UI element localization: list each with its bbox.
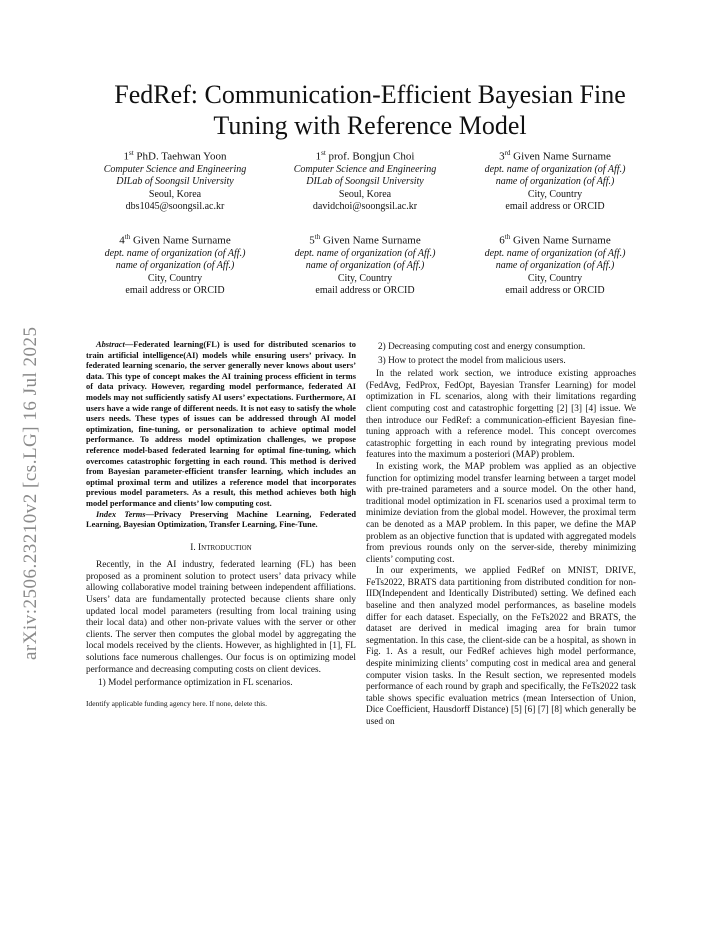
author-block: 6th Given Name Surname dept. name of organization (of Aff.) name of organization (of Aff.) City, Country email address or ORCID (484, 233, 626, 297)
author-block: 5th Given Name Surname dept. name of organization (of Aff.) name of organization (of Aff.) City, Country email address or ORCID (294, 233, 436, 297)
right-column (366, 340, 636, 729)
list-item: 2) Decreasing computing cost and energy consumption. (378, 342, 586, 352)
paragraph: In the related work section, we introduce existing approaches (FedAvg, FedProx, FedOpt, Bayesian Transfer Learning) for model optimization in FL scenarios, along with their limitations regarding client computing cost and catastrophic forgetting [2] [3] [4] issue. We then introduce our FedRef: a communication-efficient Bayesian fine-tuning approach with a reference model. This concept overcomes catastrophic forgetting in each round by integrating previous model features into the maximum a posteriori (MAP) problem. (366, 369, 636, 461)
paper-title: FedRef: Communication-Efficient Bayesian Fine Tuning with Reference Model (114, 80, 626, 141)
author-block: 3rd Given Name Surname dept. name of organization (of Aff.) name of organization (of Aff.) City, Country email address or ORCID (484, 149, 626, 213)
paragraph: Recently, in the AI industry, federated learning (FL) has been proposed as a prominent solution to protect users’ data privacy while allowing collaborative model training between independent affiliations. Users’ data are fundamentally protected because clients share only updated local model parameters (resulting from local training using their local data) and other non-private values with the server or other clients. The server then computes the global model by aggregating the local models received by the clients. However, as highlighted in [1], FL solutions face numerous challenges. Our focus is on optimizing model performance and decreasing computing costs on client devices. (86, 560, 356, 675)
arxiv-identifier: arXiv:2506.23210v2 [cs.LG] 16 Jul 2025 (20, 326, 41, 660)
authors-row-2 (80, 230, 650, 298)
author-block: 4th Given Name Surname dept. name of organization (of Aff.) name of organization (of Aff.) City, Country email address or ORCID (104, 233, 246, 297)
left-column (86, 340, 356, 709)
authors-row-1 (80, 146, 650, 214)
abstract: Abstract—Federated learning(FL) is used for distributed scenarios to train artificial intelligence(AI) models while ensuring users’ privacy. In federated learning scenario, the server generally never knows about users’ data. This type of concept makes the AI training process efficient in terms of data privacy. However, regarding model performance, federated AI models may not sufficiently satisfy AI users’ expectations. Furthermore, AI users have a wide range of different needs. It is not easy to satisfy the whole users needs. These types of issues can be addressed through AI model optimization, fine-tuning, or personalization to achieve optimal model performance. To address model optimization challenges, we propose reference model-based federated learning for optimal fine-tuning, which overcomes catastrophic forgetting in each round. This method is derived from Bayesian parameter-efficient transfer learning, which includes an optimal proximal term and utilizes a reference model that incorporates previous model parameters. As a result, this method achieves both high model performance and clients’ low computing cost. Index Terms—Privacy Preserving Machine Learning, Federated Learning, Bayesian Optimization, Transfer Learning, Fine-Tune. (86, 340, 356, 530)
paragraph: In existing work, the MAP problem was applied as an objective function for optimizing model transfer learning between a target model with pre-trained parameters and a source model. On the other hand, traditional model optimization in FL scenarios used a proximal term to minimize deviation from the global model. However, the proximal term can be denoted as a MAP problem. In this paper, we define the MAP problem as an objective function that is updated with aggregated models from previous rounds only on the server-side, thereby minimizing clients’ computing cost. (366, 461, 636, 565)
section-heading: I. Introduction (190, 542, 252, 553)
author-block: 1st PhD. Taehwan Yoon Computer Science and Engineering DILab of Soongsil University Seoul, Korea dbs1045@soongsil.ac.kr (103, 149, 247, 213)
list-item: 1) Model performance optimization in FL scenarios. (98, 678, 293, 689)
author-block: 1st prof. Bongjun Choi Computer Science and Engineering DILab of Soongsil University Seoul, Korea davidchoi@soongsil.ac.kr (293, 149, 437, 213)
footnote: Identify applicable funding agency here. If none, delete this. (86, 698, 267, 708)
paragraph: In our experiments, we applied FedRef on MNIST, DRIVE, FeTs2022, BRATS data partitioning from distributed condition for non-IID(Independent and Identically Distributed) setting. We defined each baseline and then analyzed model performances, as baseline models differ for each dataset. Especially, on the FeTs2022 and BRATS, the dataset are derived in medical imaging area for brain tumor segmentation. In this case, the client-side can be a hospital, as shown in Fig. 1. As a result, our FedRef achieves high model performance, despite minimizing clients’ computing cost in medical area and general computer vision tasks. In the Result section, we represented models performance of each round by graph and specifically, the FeTs2022 task table shows specific evaluation metrics (mean Intersection of Union, Dice Coefficient, Hausdorff Distance) [5] [6] [7] [8] which generally be used on (366, 566, 636, 727)
list-item: 3) How to protect the model from malicious users. (378, 355, 566, 366)
